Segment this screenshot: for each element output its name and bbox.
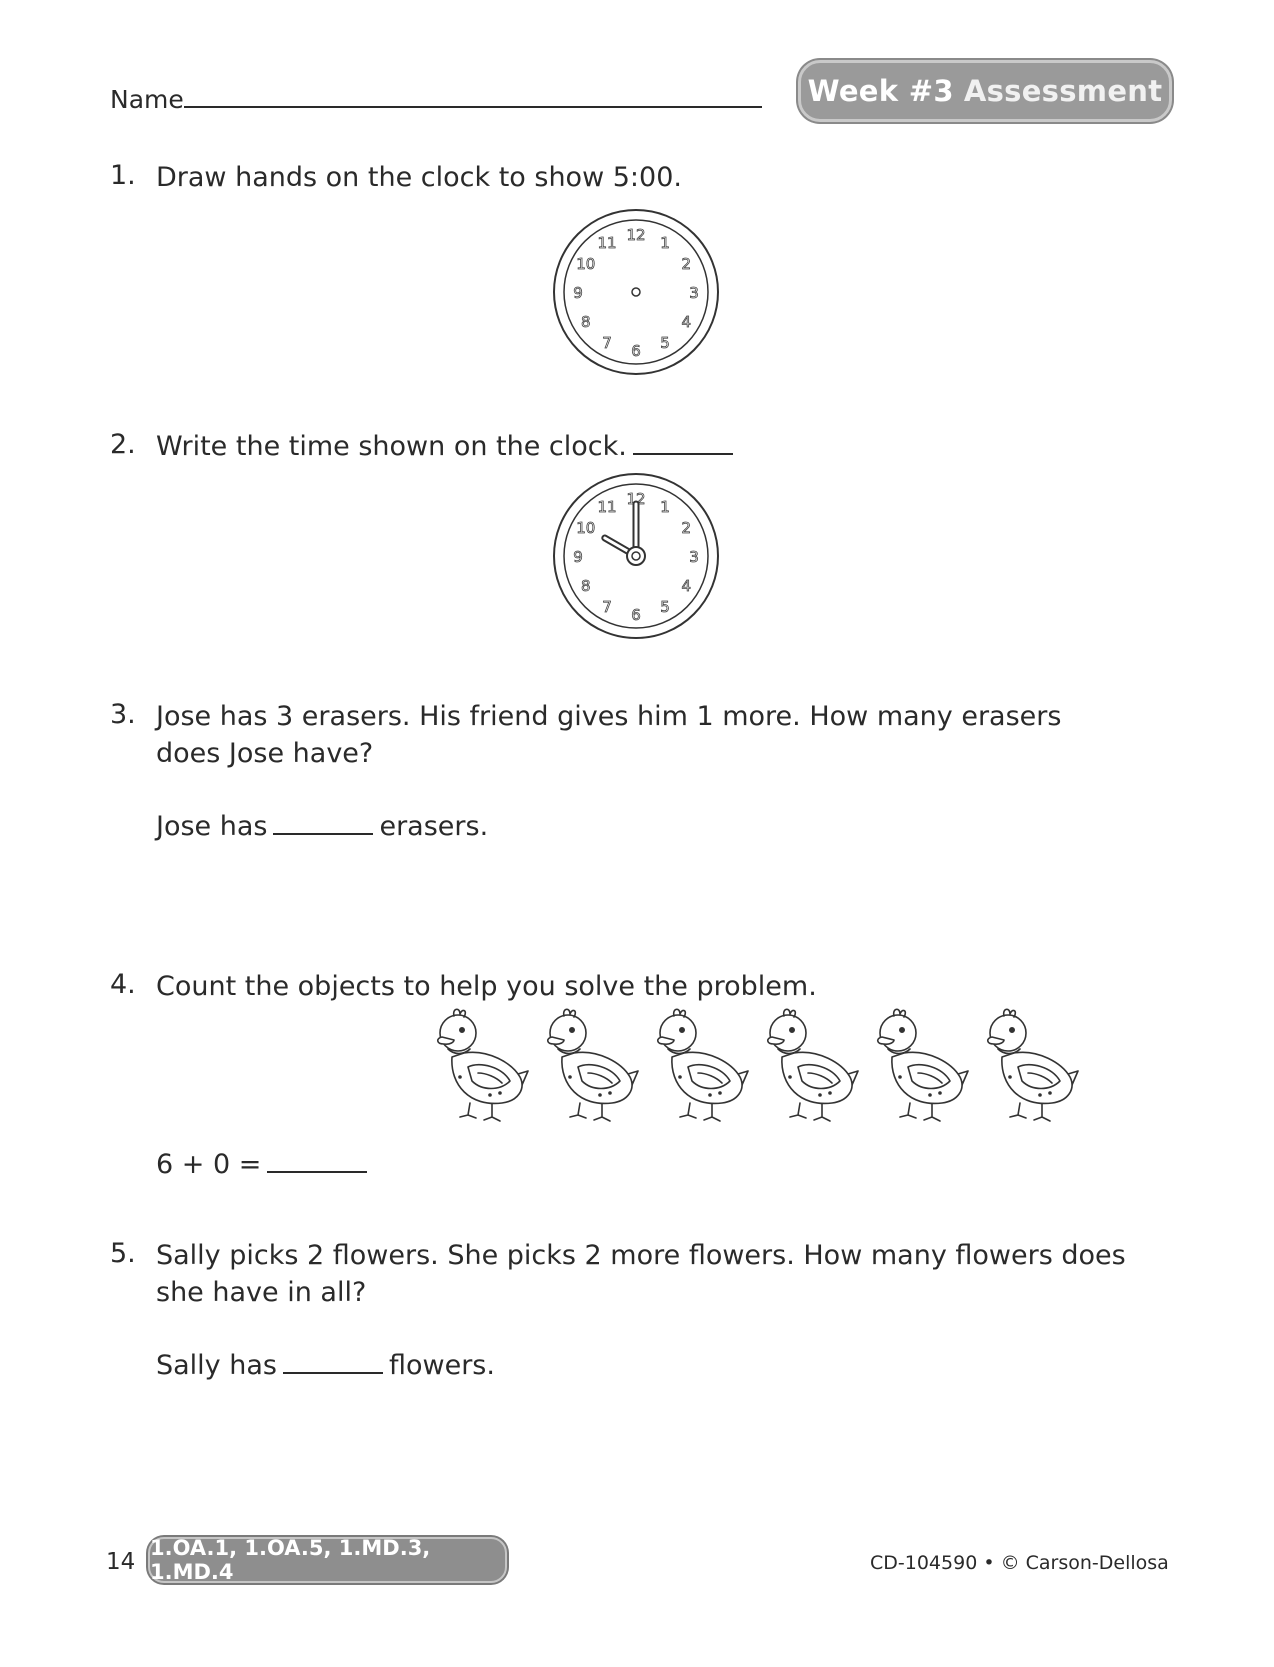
question-5-text: Sally picks 2 flowers. She picks 2 more flowers. How many flowers does she have in all? — [156, 1240, 1126, 1308]
question-4-text: Count the objects to help you solve the problem. — [156, 971, 817, 1002]
question-2-line — [156, 428, 1156, 465]
clock-number: 6 — [631, 606, 641, 624]
question-5-answer-suffix: flowers. — [388, 1350, 495, 1381]
clock-showing-time — [551, 471, 721, 641]
clock-number: 11 — [597, 497, 617, 516]
question-2-text: Write the time shown on the clock. — [156, 431, 627, 462]
clock-number: 2 — [681, 519, 692, 537]
question-2-number: 2. — [110, 429, 136, 460]
question-3-text: Jose has 3 erasers. His friend gives him 1 more. How many erasers does Jose have? — [156, 701, 1062, 769]
badge-title: Assessment — [963, 74, 1163, 108]
duck-icon — [438, 1009, 528, 1121]
duck-icon — [988, 1009, 1078, 1121]
clock-center-dot — [632, 288, 640, 296]
clock-number: 11 — [597, 233, 617, 252]
clock-number: 12 — [626, 490, 646, 508]
clock-number: 4 — [681, 577, 692, 595]
question-3-answer-prefix: Jose has — [156, 811, 268, 842]
standards-badge — [148, 1537, 507, 1583]
name-blank-line[interactable] — [184, 84, 762, 108]
duck-icon — [768, 1009, 858, 1121]
clock-number: 9 — [573, 284, 583, 302]
duck-icon — [548, 1009, 638, 1121]
clock-number: 5 — [660, 598, 670, 617]
flowers-answer-blank[interactable] — [283, 1352, 383, 1374]
question-4-equation-line — [156, 1146, 373, 1183]
clock-number: 10 — [576, 255, 596, 273]
clock-number: 7 — [602, 334, 612, 353]
name-label: Name — [110, 85, 184, 114]
clock-number: 1 — [660, 233, 670, 252]
clock-number: 7 — [602, 598, 612, 617]
question-5-answer-prefix: Sally has — [156, 1350, 277, 1381]
duck-row — [430, 1005, 1080, 1135]
clock-number: 2 — [681, 255, 692, 273]
question-3-number: 3. — [110, 699, 136, 730]
clock-number: 6 — [631, 342, 641, 360]
clock-number: 4 — [681, 313, 692, 331]
question-3-answer-line — [156, 808, 488, 845]
clock-number: 3 — [689, 284, 699, 302]
clock-number: 12 — [626, 226, 646, 244]
duck-icon — [658, 1009, 748, 1121]
clock-number: 3 — [689, 548, 699, 566]
clock-number: 8 — [580, 313, 591, 331]
duck-icon — [878, 1009, 968, 1121]
clock-number: 10 — [576, 519, 596, 537]
clock-number: 5 — [660, 334, 670, 353]
clock-number: 8 — [580, 577, 591, 595]
copyright-text: CD-104590 • © Carson-Dellosa — [870, 1552, 1169, 1574]
erasers-answer-blank[interactable] — [273, 813, 373, 835]
question-5-number: 5. — [110, 1238, 136, 1269]
question-5-answer-line — [156, 1347, 495, 1384]
clock-number: 1 — [660, 497, 670, 516]
week-assessment-badge — [798, 60, 1172, 122]
time-answer-blank[interactable] — [633, 433, 733, 455]
question-1-text: Draw hands on the clock to show 5:00. — [156, 162, 682, 193]
page-number: 14 — [106, 1549, 136, 1575]
question-1-number: 1. — [110, 160, 136, 191]
question-4-number: 4. — [110, 969, 136, 1000]
clock-number: 9 — [573, 548, 583, 566]
question-4-equation: 6 + 0 = — [156, 1149, 262, 1180]
clock-blank[interactable] — [551, 207, 721, 377]
badge-week: Week #3 — [807, 74, 954, 108]
question-3-answer-suffix: erasers. — [379, 811, 489, 842]
standards-text: 1.OA.1, 1.OA.5, 1.MD.3, 1.MD.4 — [150, 1536, 431, 1584]
name-field[interactable] — [110, 84, 762, 114]
sum-answer-blank[interactable] — [267, 1151, 367, 1173]
